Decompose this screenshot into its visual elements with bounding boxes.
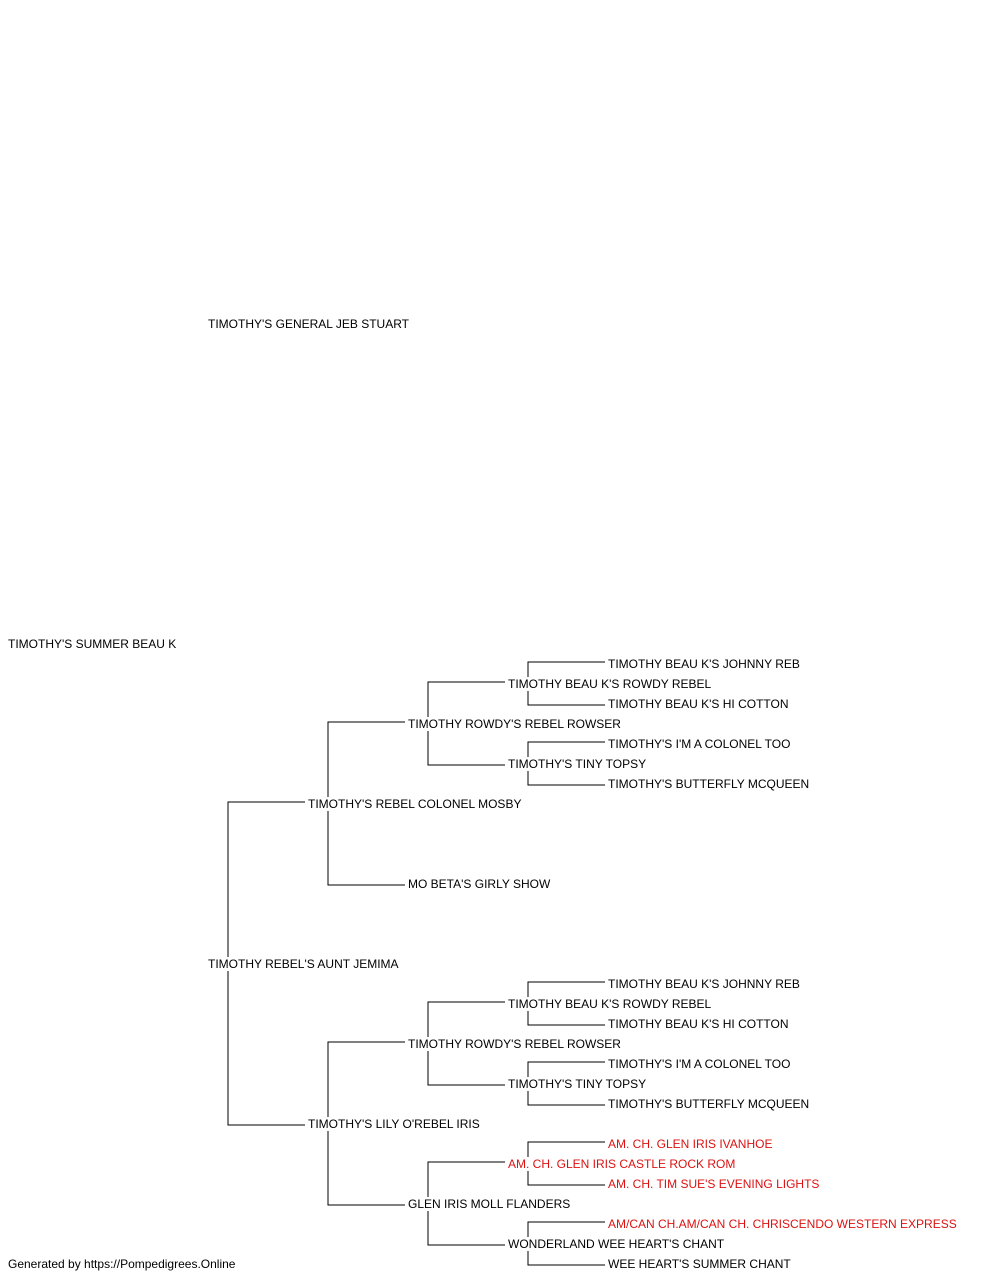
ddd-name: GLEN IRIS MOLL FLANDERS xyxy=(408,1197,571,1211)
dam-dam-name: TIMOTHY'S LILY O'REBEL IRIS xyxy=(308,1117,480,1131)
dsd-name: MO BETA'S GIRLY SHOW xyxy=(408,877,551,891)
dsssd-name: TIMOTHY BEAU K'S HI COTTON xyxy=(608,697,789,711)
dsss-name: TIMOTHY BEAU K'S ROWDY REBEL xyxy=(508,677,712,691)
dssdd-name: TIMOTHY'S BUTTERFLY MCQUEEN xyxy=(608,777,810,791)
dssss-name: TIMOTHY BEAU K'S JOHNNY REB xyxy=(608,657,800,671)
ddssd-name: TIMOTHY BEAU K'S HI COTTON xyxy=(608,1017,789,1031)
sire-name: TIMOTHY'S GENERAL JEB STUART xyxy=(208,317,409,331)
dddsd-name: AM. CH. TIM SUE'S EVENING LIGHTS xyxy=(608,1177,820,1191)
dds-name: TIMOTHY ROWDY'S REBEL ROWSER xyxy=(408,1037,621,1051)
ddsss-name: TIMOTHY BEAU K'S JOHNNY REB xyxy=(608,977,800,991)
dss-name: TIMOTHY ROWDY'S REBEL ROWSER xyxy=(408,717,621,731)
ddss-name: TIMOTHY BEAU K'S ROWDY REBEL xyxy=(508,997,712,1011)
ddsd-name: TIMOTHY'S TINY TOPSY xyxy=(508,1077,647,1091)
dddss-name: AM. CH. GLEN IRIS IVANHOE xyxy=(608,1137,773,1151)
ddsds-name: TIMOTHY'S I'M A COLONEL TOO xyxy=(608,1057,791,1071)
dddd-name: WONDERLAND WEE HEART'S CHANT xyxy=(508,1237,725,1251)
ddds-name: AM. CH. GLEN IRIS CASTLE ROCK ROM xyxy=(508,1157,736,1171)
dddds-name: AM/CAN CH.AM/CAN CH. CHRISCENDO WESTERN EXPRESS xyxy=(608,1217,957,1231)
dssd-name: TIMOTHY'S TINY TOPSY xyxy=(508,757,647,771)
generated-by-footer: Generated by https://Pompedigrees.Online xyxy=(8,1257,236,1271)
dam-name: TIMOTHY REBEL'S AUNT JEMIMA xyxy=(208,957,399,971)
dam-sire-name: TIMOTHY'S REBEL COLONEL MOSBY xyxy=(308,797,522,811)
dssds-name: TIMOTHY'S I'M A COLONEL TOO xyxy=(608,737,791,751)
ddsdd-name: TIMOTHY'S BUTTERFLY MCQUEEN xyxy=(608,1097,810,1111)
ddddd-name: WEE HEART'S SUMMER CHANT xyxy=(608,1257,791,1271)
subject-name: TIMOTHY'S SUMMER BEAU K xyxy=(8,637,177,651)
